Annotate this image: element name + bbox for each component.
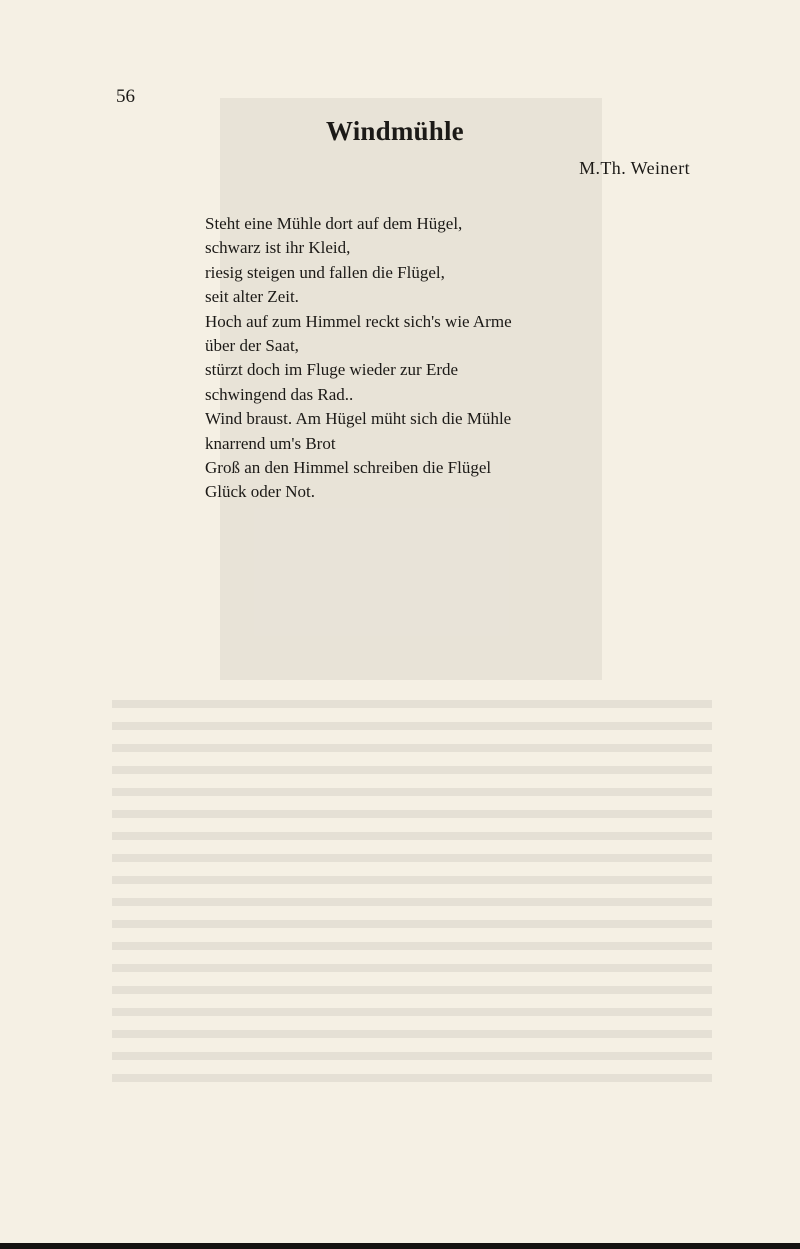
poem-line: knarrend um's Brot — [205, 433, 336, 453]
poem-line: Groß an den Himmel schreiben die Flügel — [205, 458, 492, 478]
poem-title: Windmühle — [326, 116, 464, 146]
page-bottom-edge — [0, 1243, 800, 1249]
poem-line: Glück oder Not. — [205, 482, 316, 502]
poem-line: stürzt doch im Fluge wieder zur Erde — [205, 360, 459, 380]
poem-line: seit alter Zeit. — [205, 287, 299, 307]
poem-line: Hoch auf zum Himmel reckt sich's wie Arme — [205, 311, 512, 331]
poem-line: Steht eine Mühle dort auf dem Hügel, — [205, 214, 463, 233]
poem-line: schwarz ist ihr Kleid, — [205, 238, 351, 258]
poem-line: Wind braust. Am Hügel müht sich die Mühle — [205, 409, 512, 429]
poem-line: schwingend das Rad.. — [205, 384, 354, 404]
poem-body — [205, 212, 645, 505]
page-number: 56 — [116, 86, 135, 107]
poem-line: riesig steigen und fallen die Flügel, — [205, 262, 445, 282]
poem-line: über der Saat, — [205, 336, 299, 356]
bleed-through-text-shadow — [112, 700, 712, 1090]
poem-author: M.Th. Weinert — [579, 158, 690, 178]
